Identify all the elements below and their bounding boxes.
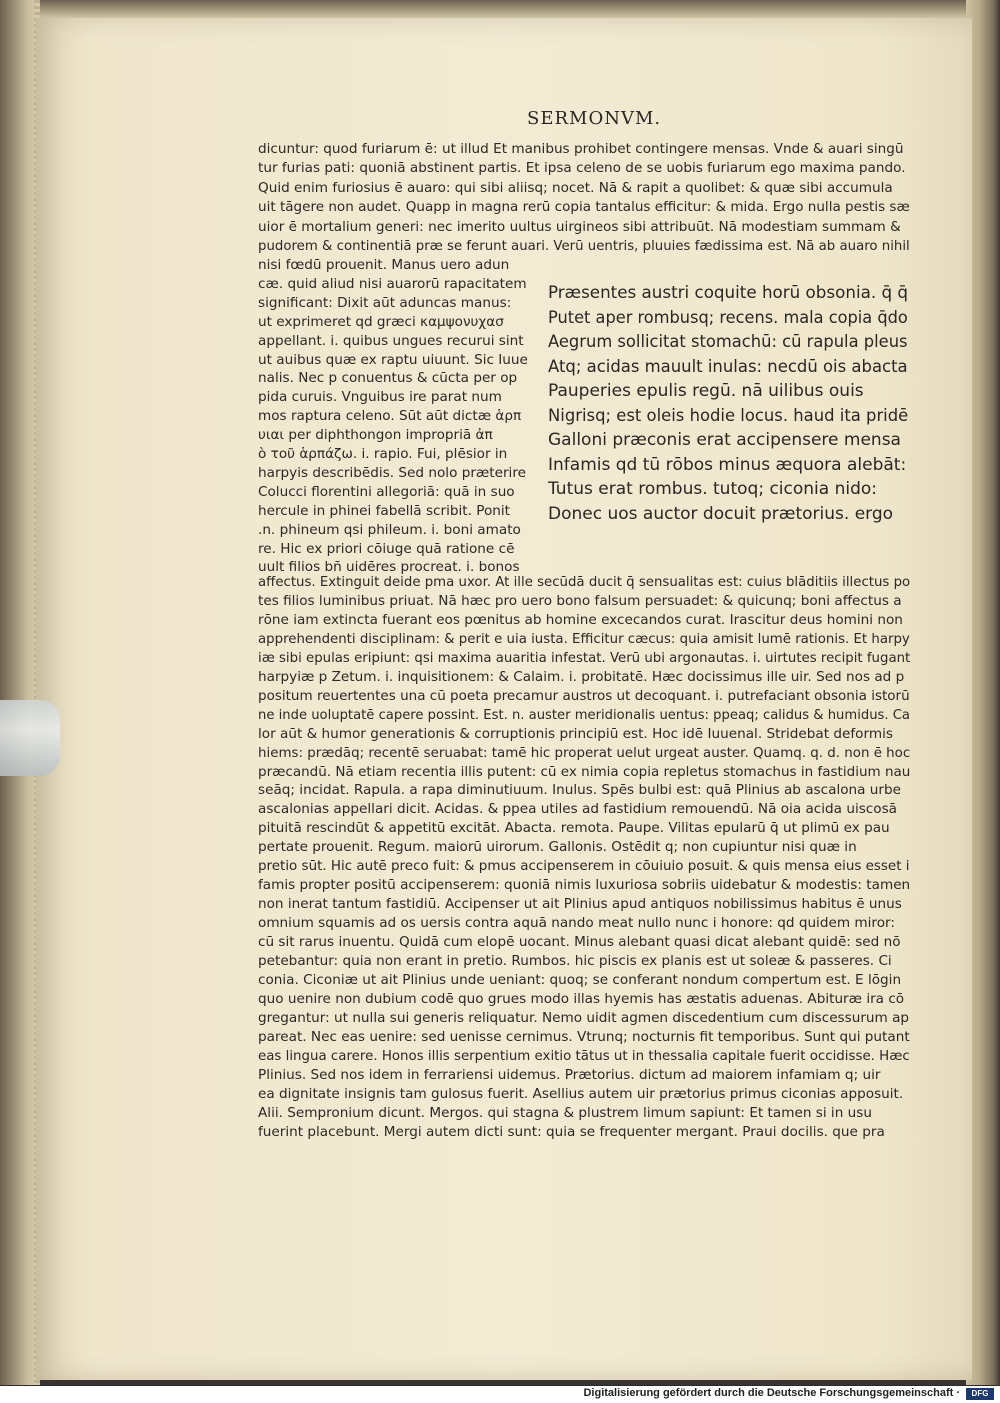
commentary-line: harpyis describēdis. Sed nolo præterire — [258, 464, 526, 481]
commentary-line: famis propter positū accipenserem: quoniā nimis luxuriosa sobriis uidebatur & modestis: tamen — [258, 877, 911, 894]
commentary-line: iæ sibi epulas eripiunt: qsi maxima auaritia infestat. Verū ubi argonautas. i. uirtutes recipit fugant — [258, 649, 911, 666]
commentary-line: cæ. quid aliud nisi auarorū rapacitatem — [258, 275, 527, 292]
verse-line: Aegrum sollicitat stomachū: cū rapula pleus — [548, 332, 908, 352]
commentary-line: Plinius. Sed nos idem in ferrariensi uidemus. Prætorius. dictum ad maiorem infamiam q; uir — [258, 1066, 881, 1083]
commentary-line: gregantur: ut nulla sui generis reliquatur. Nemo uidit agmen discedentium cum discessurum ap — [258, 1009, 910, 1026]
commentary-line: hercule in phinei fabellā scribit. Ponit — [258, 502, 510, 519]
commentary-line: hiems: prædāq; recentē seruabat: tamē hic properat uelut urgeat auster. Quamq. q. d. non ē hoc — [258, 744, 911, 761]
commentary-line: pretio sūt. Hic autē preco fuit: & pmus accipenserem in cōuiuio posuit. & quis mensa eius esset i — [258, 858, 910, 875]
commentary-line: quo uenire non dubium codē quo grues modo illas hyemis has æstatis aduenas. Abituræ ira cō — [258, 990, 905, 1007]
footer-credit: Digitalisierung gefördert durch die Deutsche Forschungsgemeinschaft · — [583, 1387, 960, 1399]
commentary-line: apprehendenti disciplinam: & perit e uia iusta. Efficitur cæcus: quia amisit lumē rationis. Et harpy — [258, 630, 910, 647]
commentary-line: non inerat tantum fastidiū. Accipenser ut ait Plinius apud antiquos nobilissimus habitus ē unus — [258, 896, 902, 913]
commentary-line: nalis. Nec p conuentus & cūcta per op — [258, 370, 518, 387]
commentary-line: re. Hic ex priori cōiuge quā ratione cē — [258, 540, 515, 557]
verse-line: Tutus erat rombus. tutoq; ciconia nido: — [548, 479, 878, 499]
verse-line: Galloni præconis erat accipensere mensa — [548, 430, 901, 450]
commentary-line: .n. phineum qsi phileum. i. boni amato — [258, 521, 521, 538]
commentary-line: cū sit rarus inuentu. Quidā cum elopē uocant. Minus alebant quasi dicat alebant quidē: sed nō — [258, 934, 901, 951]
verse-line: Pauperies epulis regū. nā uilibus ouis — [548, 381, 864, 401]
verse-line: Putet aper rombusq; recens. mala copia q̄do — [548, 307, 908, 328]
commentary-line: petebantur: quia non erant in pretio. Rumbos. hic piscis ex planis est ut soleæ & passeres. Ci — [258, 953, 892, 969]
commentary-line: Alii. Sempronium dicunt. Mergos. qui stagna & plustrem limum sapiunt: Et tamen si in usu — [258, 1104, 872, 1121]
dfg-logo: DFG — [966, 1388, 994, 1400]
commentary-line: omnium squamis ad os uersis contra aquā nando meat nullo nunc i honore: qd quidem miror: — [258, 915, 895, 932]
commentary-line: nisi fœdū prouenit. Manus uero adun — [258, 257, 510, 273]
commentary-line: ut exprimeret qd græci καμψονυχασ — [258, 313, 504, 330]
commentary-line: positum reuertentes una cū poeta precamur austros ut decoquant. i. putrefaciant obsonia istorū — [258, 687, 910, 704]
commentary-line: seāq; incidat. Rapula. a rapa diminutiuum. Inulus. Spēs bulbi est: quā Plinius ab ascalona urbe — [258, 782, 901, 799]
commentary-line: pareat. Nec eas uenire: sed uenisse cernimus. Vtrunq; nocturnis fit temporibus. Sunt qui putant — [258, 1028, 910, 1045]
commentary-line: fuerint placebunt. Mergi autem dicti sunt: quia se frequenter mergant. Praui docilis. que pra — [258, 1123, 885, 1140]
commentary-line: uult filios bn̄ uidēres procreat. i. bonos — [258, 559, 520, 576]
verse-line: Atq; acidas mauult inulas: necdū ois abacta — [548, 356, 908, 377]
commentary-line: υιαι per diphthongon impropriā ἀπ — [258, 427, 493, 444]
commentary-line: Quid enim furiosius ē auaro: qui sibi aliisq; nocet. Nā & rapit a quolibet: & quæ sibi accumula — [258, 179, 893, 196]
commentary-line: significant: Dixit aūt aduncas manus: — [258, 294, 512, 311]
commentary-line: præcandū. Nā etiam recentia illis putent: cū ex nimia copia repletus stomachus in fastidium nau — [258, 763, 911, 780]
verse-line: Præsentes austri coquite horū obsonia. q̄ q̄ — [548, 283, 909, 303]
clip-icon — [0, 700, 60, 776]
verse-line: Infamis qd tū rōbos minus æquora alebāt: — [548, 454, 907, 475]
commentary-line: Colucci florentini allegoriā: quā in suo — [258, 483, 515, 500]
commentary-line: harpyiæ p Zetum. i. inquisitionem: & Calaim. i. probitatē. Hæc docissimus ille uir. Sed nos ad p — [258, 668, 905, 685]
commentary-line: ea dignitate insignis tam gulosus fuerit. Asellius autem uir prætorius primus ciconias apposuit. — [258, 1085, 904, 1102]
commentary-line: dicuntur: quod furiarum ē: ut illud Et manibus prohibet contingere mensas. Vnde & auari singū — [258, 141, 904, 157]
commentary-line: tur furias pati: quoniā abstinent partis. Et ipsa celeno de se uobis furiarum ego maxima pando. — [258, 160, 906, 177]
running-head: SERMONVM. — [527, 108, 662, 129]
commentary-line: pertate prouenit. Regum. maiorū uirorum. Gallonis. Ostēdit q; non cupiuntur nisi quæ in — [258, 839, 857, 856]
footer-bar — [0, 1386, 1000, 1403]
commentary-line: pudorem & continentiā præ se ferunt auari. Verū uentris, pluuies fædissima est. Nā ab auaro nihil — [258, 238, 910, 254]
commentary-line: appellant. i. quibus ungues recurui sint — [258, 332, 524, 349]
commentary-line: ascalonias appellari dicit. Acidas. & ppea utiles ad fastidium remouendū. Nā oia acida uiscosā — [258, 801, 898, 818]
commentary-line: affectus. Extinguit deide pma uxor. At ille secūdā ducit q̄ sensualitas est: cuius blāditiis illectus po — [258, 574, 911, 590]
commentary-line: tes filios luminibus priuat. Nā hæc pro uero bono falsum persuadet: & quicunq; boni affectus a — [258, 592, 902, 609]
verse-line: Nigrisq; est oleis hodie locus. haud ita pridē — [548, 405, 909, 426]
commentary-line: ὸ τοῦ ἁρπάζω. i. rapio. Fui, plēsior in — [258, 446, 508, 462]
commentary-line: ut auibus quæ ex raptu uiuunt. Sic Iuue — [258, 351, 528, 368]
commentary-line: rōne iam extincta fuerant eos pœnitus ab homine excecandos curat. Irascitur deus homini non — [258, 611, 903, 628]
commentary-line: uit tāgere non audet. Quapp in magna rerū copia tantalus efficitur: & mida. Ergo nulla pestis sæ — [258, 199, 910, 216]
commentary-line: uior ē mortalium generi: nec imerito uultus uirgineos sibi attribuūt. Nā modestiam summam & — [258, 218, 901, 235]
commentary-line: pituitā rescindūt & appetitū excitāt. Abacta. remota. Paupe. Vilitas epularū q̄ ut plimū ex pau — [258, 820, 890, 837]
page-edge-left — [0, 0, 40, 1385]
commentary-line: pida curuis. Vnguibus ire parat num — [258, 389, 502, 406]
commentary-line: mos raptura celeno. Sūt aūt dictæ ἁρπ — [258, 408, 522, 425]
commentary-line: ne inde uoluptatē capere possint. Est. n. auster meridionalis uentus: ppeaq; calidus & humidus. Ca — [258, 706, 910, 723]
commentary-line: conia. Ciconiæ ut ait Plinius unde ueniant: quoq; se conferant nondum compertum est. E lōgin — [258, 971, 902, 988]
commentary-line: lor aūt & humor generationis & corruptionis principiū est. Hoc idē Iuuenal. Stridebat deformis — [258, 725, 893, 742]
verse-line: Donec uos auctor docuit prætorius. ergo — [548, 503, 894, 524]
commentary-line: eas lingua carere. Honos illis serpentium exitio tātus ut in thessalia capitale fuerit occidisse. Hæc — [258, 1047, 910, 1064]
